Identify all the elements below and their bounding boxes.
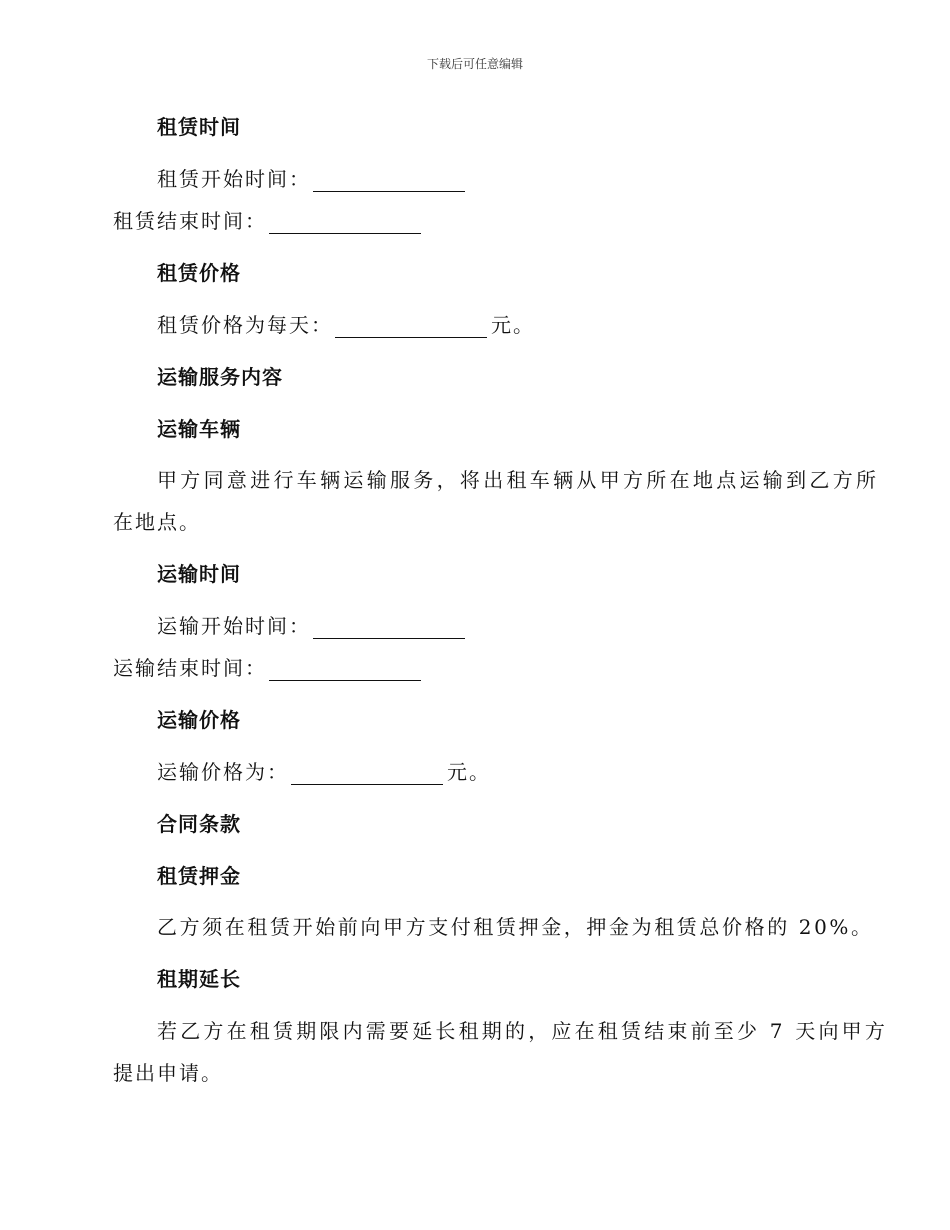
page-header: 下载后可任意编辑 [426,57,523,71]
transport-vehicle-paragraph-line2: 在地点。 [113,510,201,534]
heading-transport-vehicle: 运输车辆 [157,417,241,441]
deposit-paragraph: 乙方须在租赁开始前向甲方支付租赁押金，押金为租赁总价格的 20%。 [157,915,874,939]
heading-contract-terms: 合同条款 [157,812,241,836]
rent-price-row [157,311,950,339]
rent-start-blank [313,171,465,192]
heading-transport-content: 运输服务内容 [157,365,283,389]
transport-start-row [157,612,950,640]
rent-start-row [157,165,950,193]
transport-price-row [157,758,950,786]
transport-price-unit: 元。 [447,760,491,784]
rent-price-unit: 元。 [491,313,535,337]
transport-start-blank [313,618,465,639]
heading-extension: 租期延长 [157,967,241,991]
rent-end-label: 租赁结束时间： [113,209,267,233]
transport-start-label: 运输开始时间： [157,614,311,638]
heading-rent-time: 租赁时间 [157,115,241,139]
rent-price-blank [335,317,487,338]
rent-price-label: 租赁价格为每天： [157,313,333,337]
rent-start-label: 租赁开始时间： [157,167,311,191]
transport-price-blank [291,764,443,785]
transport-end-blank [269,660,421,681]
transport-end-row [113,654,950,682]
rent-end-row [113,207,950,235]
heading-deposit: 租赁押金 [157,864,241,888]
heading-transport-price: 运输价格 [157,708,241,732]
extension-paragraph-line2: 提出申请。 [113,1061,223,1085]
extension-paragraph-line1: 若乙方在租赁期限内需要延长租期的，应在租赁结束前至少 7 天向甲方 [157,1019,889,1043]
transport-price-label: 运输价格为： [157,760,289,784]
rent-end-blank [269,213,421,234]
transport-end-label: 运输结束时间： [113,656,267,680]
transport-vehicle-paragraph-line1: 甲方同意进行车辆运输服务，将出租车辆从甲方所在地点运输到乙方所 [157,468,880,492]
heading-transport-time: 运输时间 [157,562,241,586]
heading-rent-price: 租赁价格 [157,261,241,285]
